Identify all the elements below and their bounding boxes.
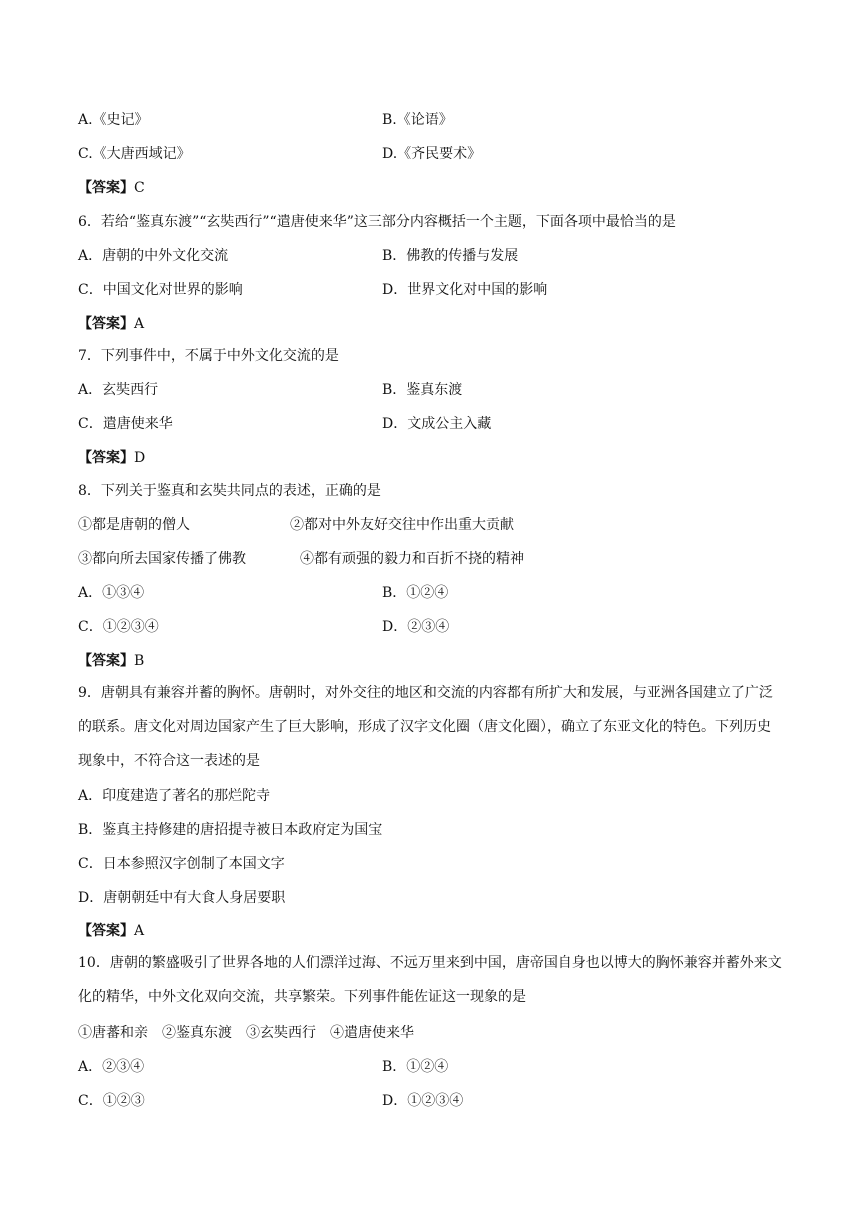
q5-option-c: C.《大唐西域记》 <box>78 146 191 162</box>
q6-answer-label: 【答案】 <box>78 316 134 332</box>
q7-options-row-2 <box>78 414 782 434</box>
q8-option-a: A．①③④ <box>78 585 145 601</box>
q8-statement-2: ②都对中外友好交往中作出重大贡献 <box>290 517 514 533</box>
q6-options-row-2 <box>78 280 782 300</box>
q5-option-b: B.《论语》 <box>382 112 453 128</box>
q7-option-b: B．鉴真东渡 <box>382 382 463 398</box>
q6-options-row-1 <box>78 246 782 266</box>
q5-options-row-1 <box>78 110 782 130</box>
q7-option-d: D．文成公主入藏 <box>382 416 492 432</box>
q9-stem: 9．唐朝具有兼容并蓄的胸怀。唐朝时，对外交往的地区和交流的内容都有所扩大和发展，与亚洲各国建立了广泛的联系。唐文化对周边国家产生了巨大影响，形成了汉字文化圈（唐文化圈），确立了东亚文化的特色。下列历史现象中，不符合这一表述的是 <box>78 685 773 769</box>
q8-answer <box>78 651 144 671</box>
q8-statements-row-1 <box>78 515 782 535</box>
q8-options-row-1 <box>78 583 782 603</box>
q5-options-row-2 <box>78 144 782 164</box>
q6-stem: 6．若给“鉴真东渡”“玄奘西行”“遣唐使来华”这三部分内容概括一个主题，下面各项中最恰当的是 <box>78 214 676 230</box>
q5-option-a: A.《史记》 <box>78 112 149 128</box>
q6-answer <box>78 314 144 334</box>
q9-option-c: C．日本参照汉字创制了本国文字 <box>78 856 285 872</box>
q7-option-c: C．遣唐使来华 <box>78 416 173 432</box>
q6-answer-value: A <box>134 316 145 332</box>
q8-stem: 8．下列关于鉴真和玄奘共同点的表述，正确的是 <box>78 483 381 499</box>
q7-answer-value: D <box>134 450 146 466</box>
q10-option-b: B．①②④ <box>382 1059 449 1075</box>
q8-answer-value: B <box>134 653 145 669</box>
q10-option-c: C．①②③ <box>78 1093 145 1109</box>
q8-statements-row-2 <box>78 549 782 569</box>
q7-answer <box>78 448 145 468</box>
q9-answer <box>78 921 144 941</box>
q9-option-d: D．唐朝朝廷中有大食人身居要职 <box>78 890 286 906</box>
q7-answer-label: 【答案】 <box>78 450 134 466</box>
q7-stem: 7．下列事件中，不属于中外文化交流的是 <box>78 348 339 364</box>
q5-answer <box>78 178 145 198</box>
q9-option-b: B．鉴真主持修建的唐招提寺被日本政府定为国宝 <box>78 822 383 838</box>
q8-options-row-2 <box>78 617 782 637</box>
q8-statement-3: ③都向所去国家传播了佛教 <box>78 551 246 567</box>
q8-option-c: C．①②③④ <box>78 619 159 635</box>
q5-answer-value: C <box>134 180 145 196</box>
q10-options-row-2 <box>78 1091 782 1111</box>
q9-answer-label: 【答案】 <box>78 923 134 939</box>
q9-answer-value: A <box>134 923 145 939</box>
q6-option-c: C．中国文化对世界的影响 <box>78 282 243 298</box>
q10-option-a: A．②③④ <box>78 1059 145 1075</box>
q6-option-d: D．世界文化对中国的影响 <box>382 282 548 298</box>
q9-option-a: A．印度建造了著名的那烂陀寺 <box>78 788 271 804</box>
q10-option-d: D．①②③④ <box>382 1093 464 1109</box>
q6-option-a: A．唐朝的中外文化交流 <box>78 248 229 264</box>
q5-option-d: D.《齐民要术》 <box>382 146 482 162</box>
q6-option-b: B．佛教的传播与发展 <box>382 248 519 264</box>
q10-options-row-1 <box>78 1057 782 1077</box>
q7-option-a: A．玄奘西行 <box>78 382 159 398</box>
q8-statement-1: ①都是唐朝的僧人 <box>78 517 190 533</box>
q5-answer-label: 【答案】 <box>78 180 134 196</box>
q7-options-row-1 <box>78 380 782 400</box>
q8-answer-label: 【答案】 <box>78 653 134 669</box>
q10-stem: 10．唐朝的繁盛吸引了世界各地的人们漂洋过海、不远万里来到中国，唐帝国自身也以博大的胸怀兼容并蓄外来文化的精华，中外文化双向交流，共享繁荣。下列事件能佐证这一现象的是 <box>78 955 782 1005</box>
q8-option-b: B．①②④ <box>382 585 449 601</box>
q8-statement-4: ④都有顽强的毅力和百折不挠的精神 <box>300 551 524 567</box>
q8-option-d: D．②③④ <box>382 619 450 635</box>
q10-items: ①唐蕃和亲 ②鉴真东渡 ③玄奘西行 ④遣唐使来华 <box>78 1025 414 1041</box>
